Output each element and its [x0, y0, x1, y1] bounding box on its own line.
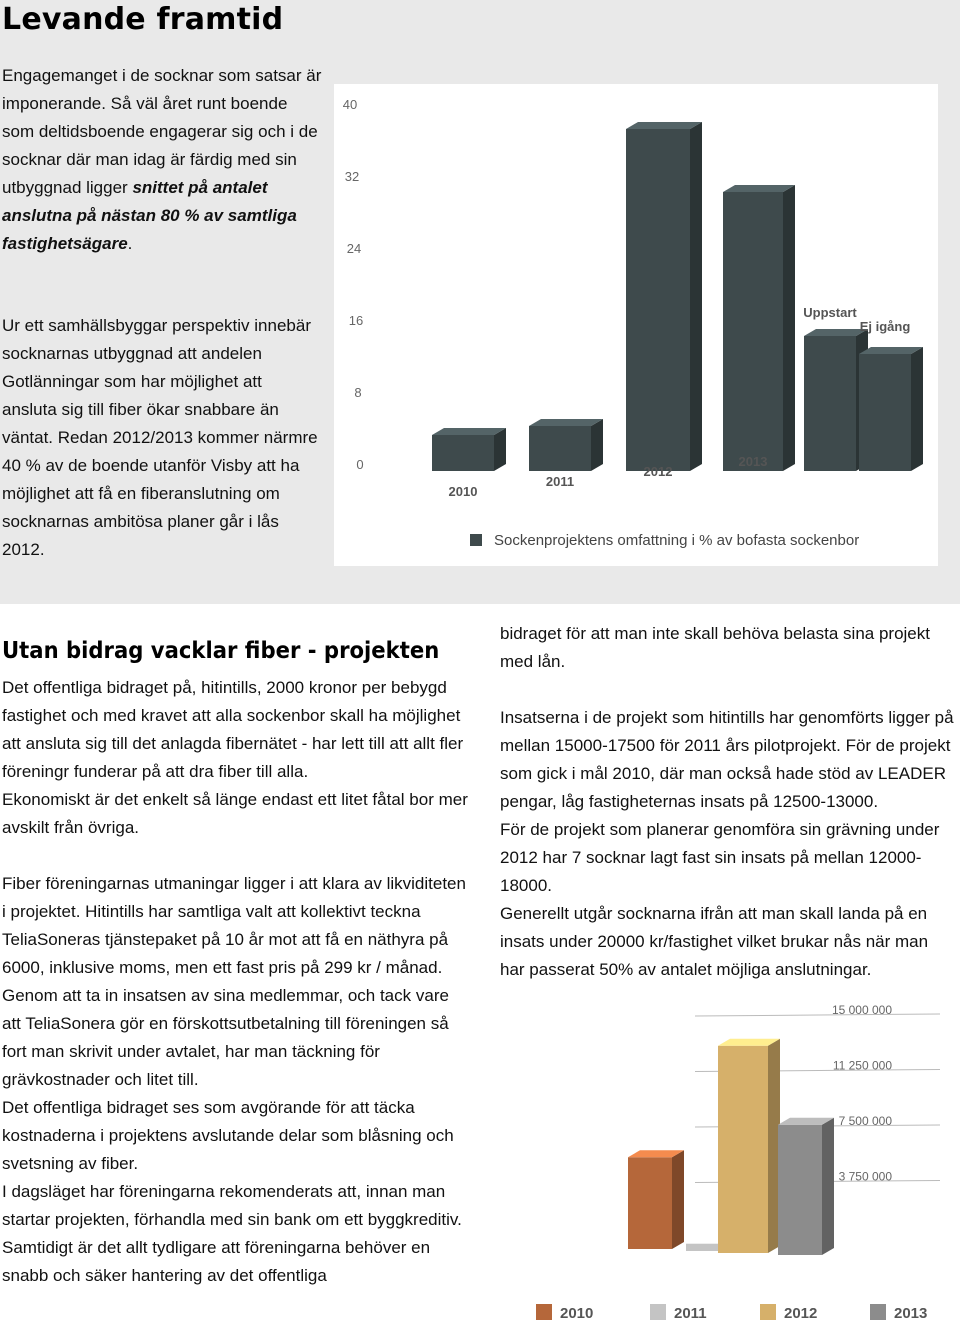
bar-2011-side [591, 419, 603, 471]
legend-swatch [536, 1304, 552, 1320]
bar-2011-front [686, 1244, 722, 1251]
bar-2010-front [628, 1157, 672, 1249]
bar-2010 [628, 1150, 684, 1249]
x-tick-label: 2011 [545, 474, 575, 489]
right-paragraph: För de projekt som planerar genomföra sin grävning under 2012 har 7 socknar lagt fast sin insats på mellan 12000-18000. [500, 820, 940, 895]
x-tick-label: 2013 [738, 454, 768, 469]
y-tick-label: 7 500 000 [838, 1114, 892, 1128]
y-tick-label: 0 [356, 457, 364, 472]
legend-label: 2012 [784, 1305, 818, 1322]
y-tick-label: 11 250 000 [832, 1058, 892, 1073]
legend-swatch [470, 534, 482, 546]
legend-label: 2011 [674, 1305, 707, 1322]
x-tick-label: Uppstart [803, 305, 857, 320]
coverage-chart [334, 84, 938, 566]
bar-2012-front [718, 1046, 768, 1253]
y-tick-label: 24 [346, 241, 362, 256]
left-paragraph: Det offentliga bidraget ses som avgörande för att täcka kostnaderna i projektens avslutande delar som blåsning och svetsning av fiber. [2, 1098, 454, 1173]
contribution-chart-svg [500, 1000, 960, 1343]
left-column [2, 674, 472, 1290]
bar-Ej igång-side [911, 347, 923, 471]
right-column [500, 620, 955, 984]
y-tick-label: 16 [348, 313, 364, 328]
intro-text: Engagemanget i de socknar som satsar är imponerande. Så väl året runt boende som deltidsboende engagerar sig och i de socknar där man idag är färdig med sin utbyggnad ligger [2, 66, 322, 197]
left-paragraph: Genom att ta in insatsen av sina medlemmar, och tack vare att TeliaSonera gör en förskottsutbetalning till föreningen så fort man skrivit under avtalet, har man täckning för grävkostnader och litet till. [2, 986, 449, 1089]
bar-2013 [723, 185, 795, 471]
y-tick-label: 3 750 000 [838, 1169, 892, 1184]
bar-2013-front [723, 192, 783, 471]
bar-2010-front [432, 435, 494, 471]
right-paragraph: bidraget för att man inte skall behöva belasta sina projekt med lån. [500, 624, 930, 671]
perspective-paragraph: Ur ett samhällsbyggar perspektiv innebär socknarnas utbyggnad att andelen Gotlänningar som har möjlighet att ansluta sig till fiber ökar snabbare än väntat. Redan 2012/2013 kommer närmre 40 % av de boende utanför Visby att ha möjlighet att få en fiberanslutning om socknarnas ambitösa planer går i lås 2012. [2, 316, 318, 559]
bar-2012-front [626, 129, 690, 471]
section-heading: Utan bidrag vacklar fiber - projekten [2, 638, 440, 664]
grid-line [695, 1014, 940, 1016]
x-tick-label: 2010 [448, 484, 478, 499]
intro-paragraph [2, 62, 322, 258]
right-paragraph: Generellt utgår socknarna ifrån att man skall landa på en insats under 20000 kr/fastighet vilket brukar nås när man har passerat 50% av antalet möjliga anslutningar. [500, 904, 929, 979]
bar-2011-front [529, 426, 591, 471]
coverage-chart-svg [334, 84, 938, 566]
bar-2012 [718, 1039, 780, 1253]
bar-2013-side [783, 185, 795, 471]
legend-swatch [870, 1304, 886, 1320]
bar-2012-side [690, 122, 702, 471]
legend-swatch [650, 1304, 666, 1320]
page-title: Levande framtid [2, 2, 284, 37]
legend-label: Sockenprojektens omfattning i % av bofasta sockenbor [494, 532, 860, 549]
x-tick-label: 2012 [643, 464, 673, 479]
bar-Ej igång [859, 347, 923, 471]
bar-2010-side [494, 428, 506, 471]
paragraph-gap [500, 676, 955, 704]
bar-Ej igång-front [859, 354, 911, 471]
y-tick-label: 15 000 000 [831, 1003, 892, 1017]
left-paragraph: I dagsläget har föreningarna rekomenderats att, innan man startar projekten, förhandla med sin bank om ett byggkreditiv. Samtidigt är det allt tydligare att föreningarna behöver en snabb och säker hantering av det offentliga [2, 1182, 462, 1285]
bar-2010-side [672, 1150, 684, 1249]
bar-Uppstart-front [804, 336, 856, 471]
right-paragraph: Insatserna i de projekt som hitintills har genomförts ligger på mellan 15000-17500 för 2011 års pilotprojekt. För de projekt som gick i mål 2010, där man också hade stöd av LEADER pengar, låg fastigheternas insats på 12500-13000. [500, 708, 954, 811]
bar-2012 [626, 122, 702, 471]
x-tick-label: Ej igång [859, 319, 911, 334]
left-paragraph: Ekonomiskt är det enkelt så länge endast ett litet fåtal bor mer avskilt från övriga. [2, 790, 468, 837]
top-panel [0, 0, 960, 604]
legend-label: 2010 [560, 1305, 594, 1322]
intro-emphasis: snittet på antalet anslutna på nästan 80 % av samtliga fastighetsägare [2, 178, 297, 253]
y-tick-label: 32 [344, 169, 360, 184]
bar-2011 [529, 419, 603, 471]
legend-label: 2013 [894, 1305, 928, 1322]
legend-swatch [760, 1304, 776, 1320]
left-paragraph: Det offentliga bidraget på, hitintills, 2000 kronor per bebygd fastighet och med kravet att alla sockenbor skall ha möjlighet att ansluta sig till det anlagda fibernätet - har lett till att allt fler föreningr funderar på att dra fiber till alla. [2, 678, 464, 781]
bar-2013-front [778, 1125, 822, 1255]
bar-2010-top [432, 428, 506, 435]
bar-2010 [432, 428, 506, 471]
bar-2013 [778, 1118, 834, 1255]
paragraph-gap [2, 842, 472, 870]
y-tick-label: 8 [354, 385, 362, 400]
bar-Uppstart [804, 329, 868, 471]
intro-end: . [127, 234, 133, 253]
bar-2013-side [822, 1118, 834, 1255]
contribution-chart [500, 1000, 960, 1343]
y-tick-label: 40 [342, 97, 358, 112]
bar-2011-top [529, 419, 603, 426]
bar-2013-top [723, 185, 795, 192]
left-paragraph: Fiber föreningarnas utmaningar ligger i att klara av likviditeten i projektet. Hitintills har samtliga valt att kollektivt teckna TeliaSoneras tjänstepaket på 10 år mot att få en näthyra på 6000, inklusive moms, men ett fast pris på 299 kr / månad. [2, 874, 466, 977]
bar-2012-top [626, 122, 702, 129]
